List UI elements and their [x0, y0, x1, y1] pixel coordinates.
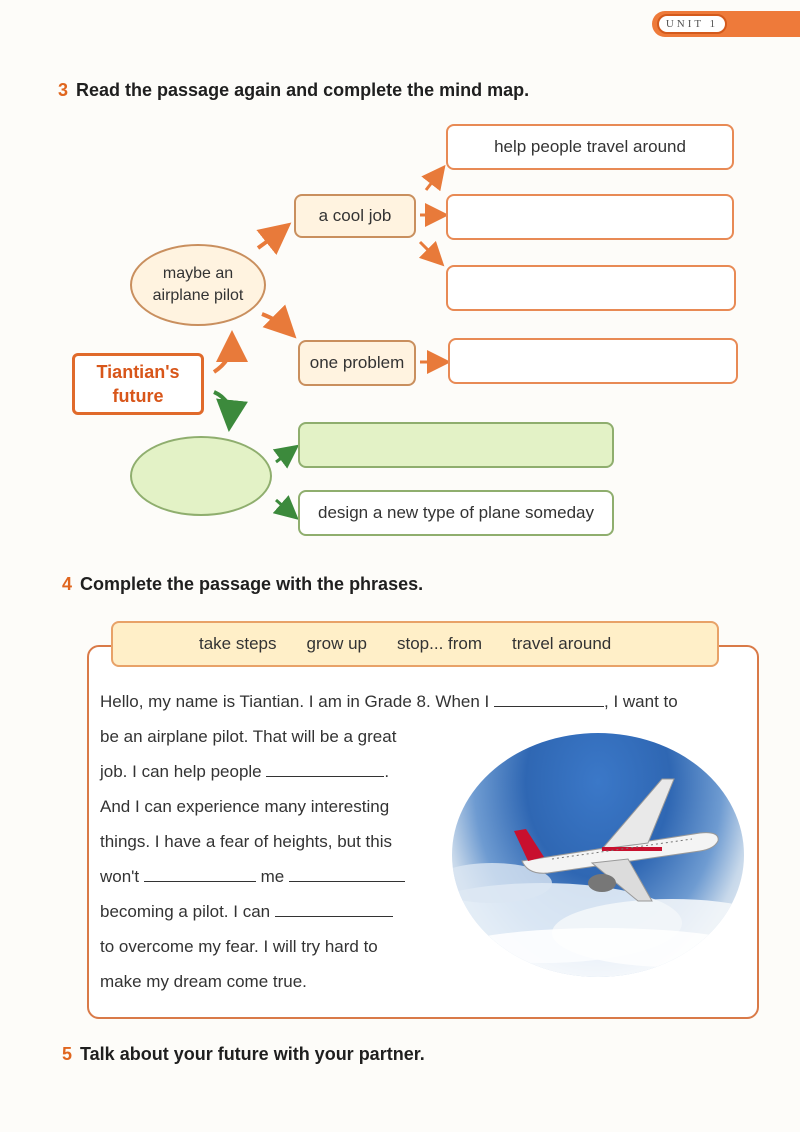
- passage-line: to overcome my fear. I will try hard to: [100, 937, 378, 956]
- passage-line: , I want to: [604, 692, 678, 711]
- arrow-oval-to-cooljob: [258, 230, 282, 248]
- passage-line: becoming a pilot. I can: [100, 902, 271, 921]
- section-number: 5: [62, 1044, 73, 1064]
- phrase-item: grow up: [306, 634, 367, 653]
- section-number: 3: [58, 80, 69, 100]
- passage-text: [100, 684, 750, 999]
- section-instruction: Talk about your future with your partner.: [80, 1044, 425, 1064]
- section-instruction: Read the passage again and complete the mind map.: [76, 80, 530, 100]
- arrow-center-to-lower: [214, 392, 230, 420]
- section-number: 4: [62, 574, 73, 594]
- answer-blank-5[interactable]: [275, 899, 393, 917]
- mind-map-upper-oval: maybe an airplane pilot: [130, 244, 266, 326]
- passage-line: Hello, my name is Tiantian. I am in Grade 8. When I: [100, 692, 490, 711]
- arrow-cooljob-to-detail1: [426, 172, 440, 190]
- answer-blank-1[interactable]: [494, 689, 604, 707]
- passage-line: won't: [100, 867, 140, 886]
- unit-label: UNIT 1: [657, 14, 727, 34]
- section-instruction: Complete the passage with the phrases.: [80, 574, 424, 594]
- arrow-center-to-upper: [214, 342, 232, 372]
- passage-line: .: [384, 762, 390, 781]
- arrow-lower-to-detail2: [276, 500, 292, 514]
- mind-map-job-detail-2-blank[interactable]: [446, 194, 734, 240]
- phrase-item: take steps: [199, 634, 277, 653]
- mind-map-cool-job: a cool job: [294, 194, 416, 238]
- section-5-heading: [62, 1044, 425, 1065]
- mind-map-job-detail-3-blank[interactable]: [446, 265, 736, 311]
- arrow-lower-to-detail1: [276, 450, 292, 462]
- arrow-cooljob-to-detail3: [420, 242, 438, 260]
- phrase-item: stop... from: [396, 634, 483, 653]
- mind-map-problem-detail-blank[interactable]: [448, 338, 738, 384]
- mind-map-lower-oval-blank[interactable]: [130, 436, 272, 516]
- answer-blank-3[interactable]: [144, 864, 256, 882]
- mind-map-center: Tiantian's future: [72, 353, 204, 415]
- mind-map-job-detail-1: help people travel around: [446, 124, 734, 170]
- passage-line: make my dream come true.: [100, 972, 307, 991]
- passage-line: job. I can help people: [100, 762, 262, 781]
- passage-line: be an airplane pilot. That will be a great: [100, 727, 397, 746]
- passage-line: things. I have a fear of heights, but this: [100, 832, 393, 851]
- answer-blank-4[interactable]: [289, 864, 405, 882]
- mind-map-lower-detail-1-blank[interactable]: [298, 422, 614, 468]
- mind-map-one-problem: one problem: [298, 340, 416, 386]
- answer-blank-2[interactable]: [266, 759, 384, 777]
- phrase-bank: [111, 621, 719, 667]
- mind-map-lower-detail-2: design a new type of plane someday: [298, 490, 614, 536]
- passage-line: And I can experience many interesting: [100, 797, 390, 816]
- passage-line: me: [260, 867, 285, 886]
- section-4-heading: [62, 574, 423, 595]
- arrow-oval-to-problem: [262, 314, 288, 330]
- phrase-item: travel around: [512, 634, 612, 653]
